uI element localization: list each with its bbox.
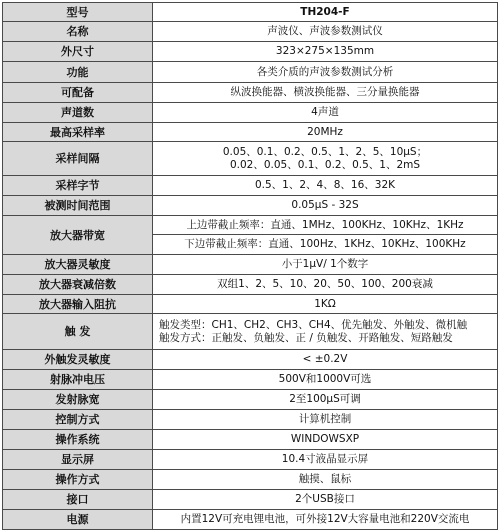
table-row [3, 255, 498, 275]
table-row [3, 510, 498, 530]
row-value: 1KΩ [153, 295, 498, 314]
row-value: 双组1、2、5、10、20、50、100、200衰减 [153, 275, 498, 295]
row-value: 各类介质的声波参数测试分析 [153, 62, 498, 83]
row-value: 纵波换能器、横波换能器、三分量换能器 [153, 83, 498, 103]
table-row [3, 176, 498, 196]
row-value: 0.5、1、2、4、8、16、32K [153, 176, 498, 196]
row-label: 放大器带宽 [3, 216, 153, 255]
row-label: 放大器灵敏度 [3, 255, 153, 275]
row-label: 声道数 [3, 103, 153, 123]
table-row [3, 314, 498, 350]
table-row [3, 142, 498, 176]
row-value: 20MHz [153, 123, 498, 142]
table-row [3, 295, 498, 314]
row-value: 323×275×135mm [153, 42, 498, 62]
row-label: 操作系统 [3, 430, 153, 450]
row-value: 小于1μV/ 1个数字 [153, 255, 498, 275]
row-value: 0.05、0.1、0.2、0.5、1、2、5、10μS； 0.02、0.05、0.1、0.2、0.5、1、2mS [153, 142, 498, 176]
row-label: 触 发 [3, 314, 153, 350]
table-row [3, 62, 498, 83]
row-value: < ±0.2V [153, 350, 498, 370]
table-row [3, 470, 498, 490]
table-row [3, 410, 498, 430]
row-value: 触发类型：CH1、CH2、CH3、CH4、优先触发、外触发、微机触 触发方式：正触发、负触发、正 / 负触发、开路触发、短路触发 [153, 314, 498, 350]
row-value: 声波仪、声波参数测试仪 [153, 22, 498, 42]
row-value: TH204-F [153, 3, 498, 22]
table-row [3, 370, 498, 390]
row-label: 放大器衰减倍数 [3, 275, 153, 295]
row-label: 采样字节 [3, 176, 153, 196]
row-label: 接口 [3, 490, 153, 510]
table-row [3, 196, 498, 216]
row-value: 计算机控制 [153, 410, 498, 430]
row-label: 控制方式 [3, 410, 153, 430]
table-row [3, 22, 498, 42]
row-value: 10.4寸液晶显示屏 [153, 450, 498, 470]
row-label: 发射脉宽 [3, 390, 153, 410]
row-value: 上边带截止频率：直通、1MHz、100KHz、10KHz、1KHz 下边带截止频率：直通、100Hz、1KHz、10KHz、100KHz [153, 216, 498, 255]
row-label: 放大器输入阻抗 [3, 295, 153, 314]
table-row [3, 123, 498, 142]
row-label: 射脉冲电压 [3, 370, 153, 390]
row-value: 触摸、鼠标 [153, 470, 498, 490]
row-value: 500V和1000V可选 [153, 370, 498, 390]
row-value: WINDOWSXP [153, 430, 498, 450]
table-row [3, 390, 498, 410]
row-label: 电源 [3, 510, 153, 530]
table-row [3, 275, 498, 295]
row-label: 名称 [3, 22, 153, 42]
row-label: 外触发灵敏度 [3, 350, 153, 370]
row-label: 显示屏 [3, 450, 153, 470]
spec-table [2, 2, 498, 530]
table-row [3, 83, 498, 103]
table-row [3, 450, 498, 470]
row-value: 2至100μS可调 [153, 390, 498, 410]
row-label: 最高采样率 [3, 123, 153, 142]
row-label: 功能 [3, 62, 153, 83]
row-label: 可配备 [3, 83, 153, 103]
row-value: 4声道 [153, 103, 498, 123]
row-label: 外尺寸 [3, 42, 153, 62]
table-row [3, 216, 498, 255]
table-row [3, 3, 498, 22]
table-row [3, 350, 498, 370]
row-label: 型号 [3, 3, 153, 22]
row-label: 被测时间范围 [3, 196, 153, 216]
row-label: 采样间隔 [3, 142, 153, 176]
table-row [3, 490, 498, 510]
table-row [3, 430, 498, 450]
row-label: 操作方式 [3, 470, 153, 490]
row-value: 内置12V可充电锂电池，可外接12V大容量电池和220V交流电 [153, 510, 498, 530]
table-row [3, 103, 498, 123]
row-value: 0.05μS - 32S [153, 196, 498, 216]
table-row [3, 42, 498, 62]
row-value: 2个USB接口 [153, 490, 498, 510]
